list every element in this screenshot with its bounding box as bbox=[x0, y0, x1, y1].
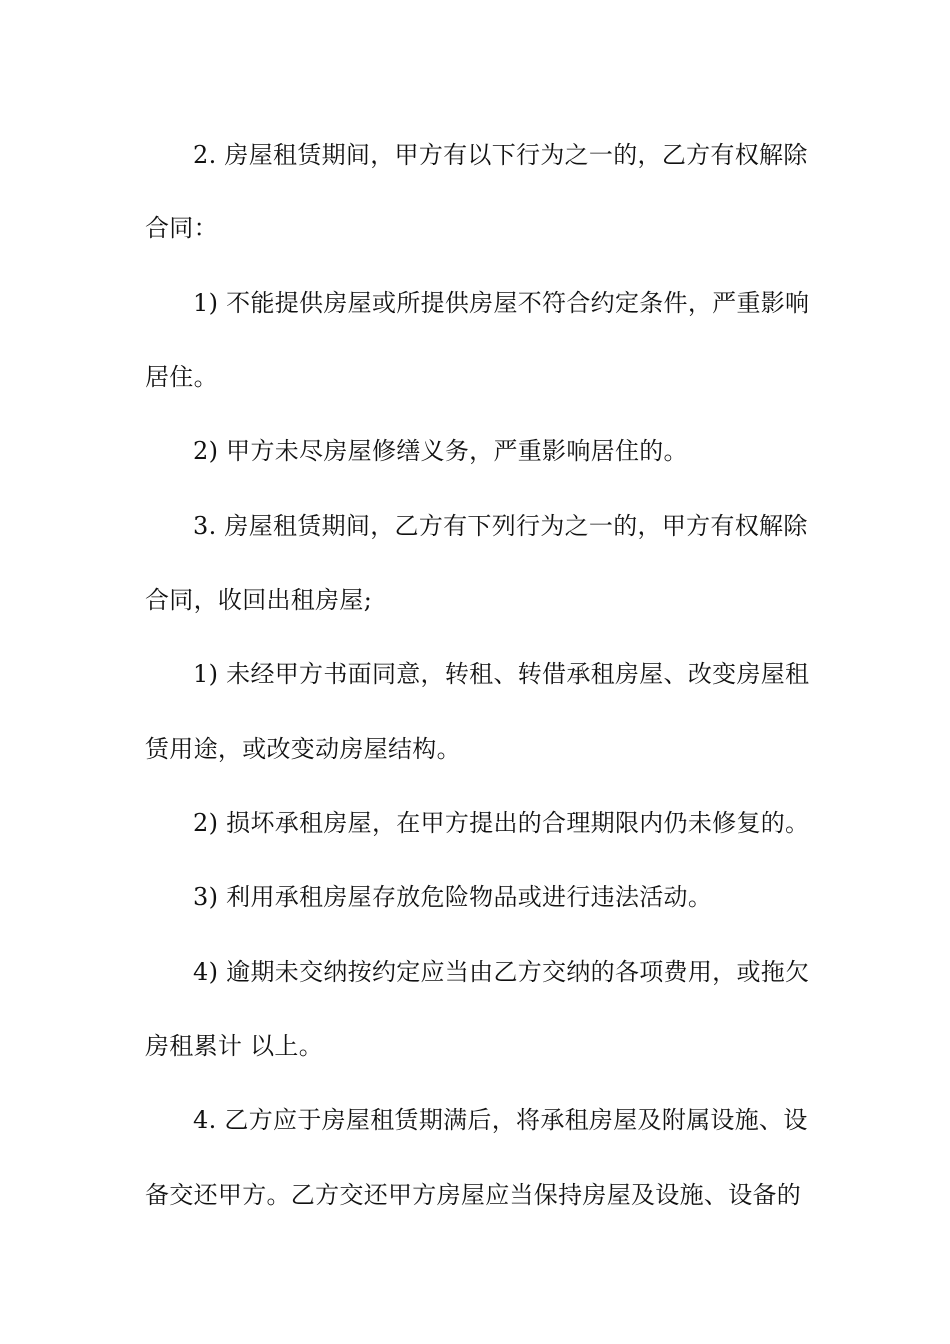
paragraph-line: 2. 房屋租赁期间，甲方有以下行为之一的，乙方有权解除 bbox=[193, 141, 808, 169]
paragraph-line: 3. 房屋租赁期间，乙方有下列行为之一的，甲方有权解除 bbox=[193, 512, 808, 540]
paragraph-line: 2) 甲方未尽房屋修缮义务，严重影响居住的。 bbox=[193, 437, 688, 465]
paragraph-line: 1) 不能提供房屋或所提供房屋不符合约定条件，严重影响 bbox=[193, 289, 810, 317]
paragraph-line: 赁用途，或改变动房屋结构。 bbox=[145, 735, 461, 763]
paragraph-line: 1) 未经甲方书面同意，转租、转借承租房屋、改变房屋租 bbox=[193, 660, 810, 688]
paragraph-line: 合同，收回出租房屋; bbox=[145, 586, 373, 614]
paragraph-line: 4. 乙方应于房屋租赁期满后，将承租房屋及附属设施、设 bbox=[193, 1106, 808, 1134]
paragraph-line: 备交还甲方。乙方交还甲方房屋应当保持房屋及设施、设备的 bbox=[145, 1181, 802, 1209]
paragraph-line: 居住。 bbox=[145, 363, 218, 391]
paragraph-line: 房租累计 以上。 bbox=[145, 1032, 324, 1060]
paragraph-line: 3) 利用承租房屋存放危险物品或进行违法活动。 bbox=[193, 883, 713, 911]
paragraph-line: 4) 逾期未交纳按约定应当由乙方交纳的各项费用，或拖欠 bbox=[193, 958, 810, 986]
paragraph-line: 合同： bbox=[145, 214, 218, 242]
paragraph-line: 2) 损坏承租房屋，在甲方提出的合理期限内仍未修复的。 bbox=[193, 809, 810, 837]
